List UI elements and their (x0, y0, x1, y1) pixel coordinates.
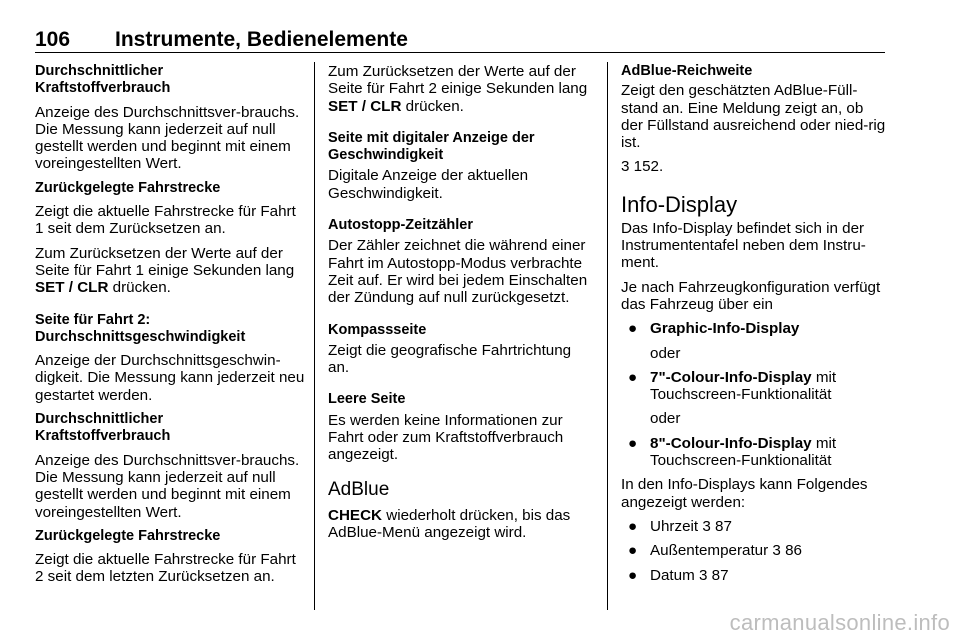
paragraph: Zeigt die aktuelle Fahrstrecke für Fahrt 2 seit dem letzten Zurücksetzen an. (35, 551, 296, 586)
heading-line: Kraftstoffverbrauch (35, 80, 171, 97)
item-label: 8"-Colour-Info-Display (650, 434, 812, 452)
heading-trip2 (35, 312, 305, 347)
heading-avg-consumption-1 (35, 63, 305, 98)
page-header (35, 28, 885, 50)
list-item (621, 518, 886, 535)
paragraph: Zeigt den geschätzten AdBlue-Füll-stand an. Eine Meldung zeigt an, ob der Füllstand ausreichend oder nied-rig ist. (621, 82, 886, 152)
heading-avg-consumption-2 (35, 411, 305, 446)
heading-line: Durchschnittlicher (35, 63, 164, 79)
page-reference[interactable]: 3 87 (702, 517, 732, 535)
text: Zum Zurücksetzen der Werte auf der Seite für Fahrt 1 einige Sekunden lang (35, 244, 295, 279)
heading-line: Seite für Fahrt 2: (35, 311, 151, 328)
bullet-icon: ● (628, 368, 638, 386)
page-reference[interactable]: 3 86 (772, 542, 802, 560)
header-rule (35, 52, 885, 53)
paragraph: Zeigt die aktuelle Fahrstrecke für Fahrt 1 seit dem Zurücksetzen an. (35, 203, 296, 238)
key-label: SET / CLR (328, 97, 402, 115)
heading-empty-page: Leere Seite (328, 391, 406, 408)
page-reference[interactable]: 3 152. (621, 158, 664, 176)
section-title-adblue: AdBlue (328, 478, 390, 500)
list-item (621, 320, 886, 337)
text: Zum Zurücksetzen der Werte auf der Seite für Fahrt 2 einige Sekunden lang (328, 63, 588, 98)
paragraph-reset-trip1 (35, 245, 305, 297)
key-label: SET / CLR (35, 279, 109, 297)
display-variants-list (621, 320, 886, 469)
section-title-info-display: Info-Display (621, 191, 738, 217)
list-item (621, 369, 886, 404)
or-text: oder (650, 344, 681, 362)
paragraph: Digitale Anzeige der aktuellen Geschwindigkeit. (328, 167, 529, 202)
paragraph: Zeigt die geografische Fahrtrichtung an. (328, 341, 572, 377)
text: wiederholt drücken, bis das AdBlue-Menü angezeigt wird. (328, 506, 571, 541)
paragraph: Je nach Fahrzeugkonfiguration verfügt das Fahrzeug über ein (621, 278, 881, 313)
column-2 (328, 63, 596, 548)
bullet-icon: ● (628, 320, 638, 338)
paragraph: Es werden keine Informationen zur Fahrt oder zum Kraftstoffverbrauch angezeigt. (328, 411, 564, 464)
heading-line: Durchschnittlicher (35, 411, 164, 428)
heading-line: Durchschnittsgeschwindigkeit (35, 328, 246, 345)
item-label: Uhrzeit (650, 517, 703, 535)
or-text: oder (650, 410, 681, 428)
key-label: CHECK (328, 506, 383, 524)
bullet-icon: ● (628, 566, 638, 584)
heading-line: Seite mit digitaler Anzeige der (328, 129, 535, 146)
heading-adblue-range: AdBlue-Reichweite (621, 63, 753, 79)
watermark: carmanualsonline.info (729, 610, 950, 635)
list-item (621, 567, 886, 584)
item-text: mit Touchscreen-Funktionalität (650, 434, 837, 470)
heading-line: Kraftstoffverbrauch (35, 428, 171, 445)
column-divider-2 (607, 62, 608, 610)
displayable-items-list (621, 518, 886, 584)
heading-line: Geschwindigkeit (328, 147, 444, 164)
item-label: Außentemperatur (650, 542, 773, 560)
heading-digital-speed (328, 130, 596, 165)
text: drücken. (108, 279, 171, 297)
bullet-icon: ● (628, 517, 638, 535)
paragraph-check (328, 507, 596, 542)
paragraph: Anzeige der Durchschnittsgeschwin-digkeit. Die Messung kann jederzeit neu gestartet werden. (35, 352, 305, 404)
column-3 (621, 63, 886, 591)
column-1 (35, 63, 305, 593)
page-reference[interactable]: 3 87 (698, 566, 729, 584)
item-label: Graphic-Info-Display (650, 320, 800, 338)
text: drücken. (401, 97, 464, 115)
paragraph: In den Info-Displays kann Folgendes angezeigt werden: (621, 476, 868, 511)
list-item (621, 542, 886, 559)
paragraph: Das Info-Display befindet sich in der Instrumententafel neben dem Instru-ment. (621, 219, 866, 272)
item-label: 7"-Colour-Info-Display (650, 368, 812, 386)
column-divider-1 (314, 62, 315, 610)
heading-distance-2: Zurückgelegte Fahrstrecke (35, 527, 221, 544)
heading-distance-1: Zurückgelegte Fahrstrecke (35, 179, 221, 196)
page-number: 106 (35, 28, 71, 51)
paragraph: Anzeige des Durchschnittsver-brauchs. Die Messung kann jederzeit auf null gestellt werden und beginnt mit einem voreingestellten Wert. (35, 103, 300, 173)
paragraph-reset-trip2 (328, 63, 596, 115)
paragraph: Der Zähler zeichnet die während einer Fahrt im Autostopp-Modus verbrachte Zeit auf. Er wird bei jedem Einschalten der Zündung auf null zurückgesetzt. (328, 237, 588, 307)
bullet-icon: ● (628, 542, 638, 560)
paragraph: Anzeige des Durchschnittsver-brauchs. Die Messung kann jederzeit auf null gestellt werden und beginnt mit einem voreingestellten Wert. (35, 451, 300, 521)
bullet-icon: ● (628, 434, 638, 452)
list-item (621, 435, 886, 470)
chapter-title: Instrumente, Bedienelemente (115, 28, 408, 51)
heading-compass: Kompassseite (328, 321, 427, 338)
item-label: Datum (650, 566, 699, 584)
heading-autostop: Autostopp-Zeitzähler (328, 217, 473, 234)
item-text: mit Touchscreen-Funktionalität (650, 368, 837, 404)
